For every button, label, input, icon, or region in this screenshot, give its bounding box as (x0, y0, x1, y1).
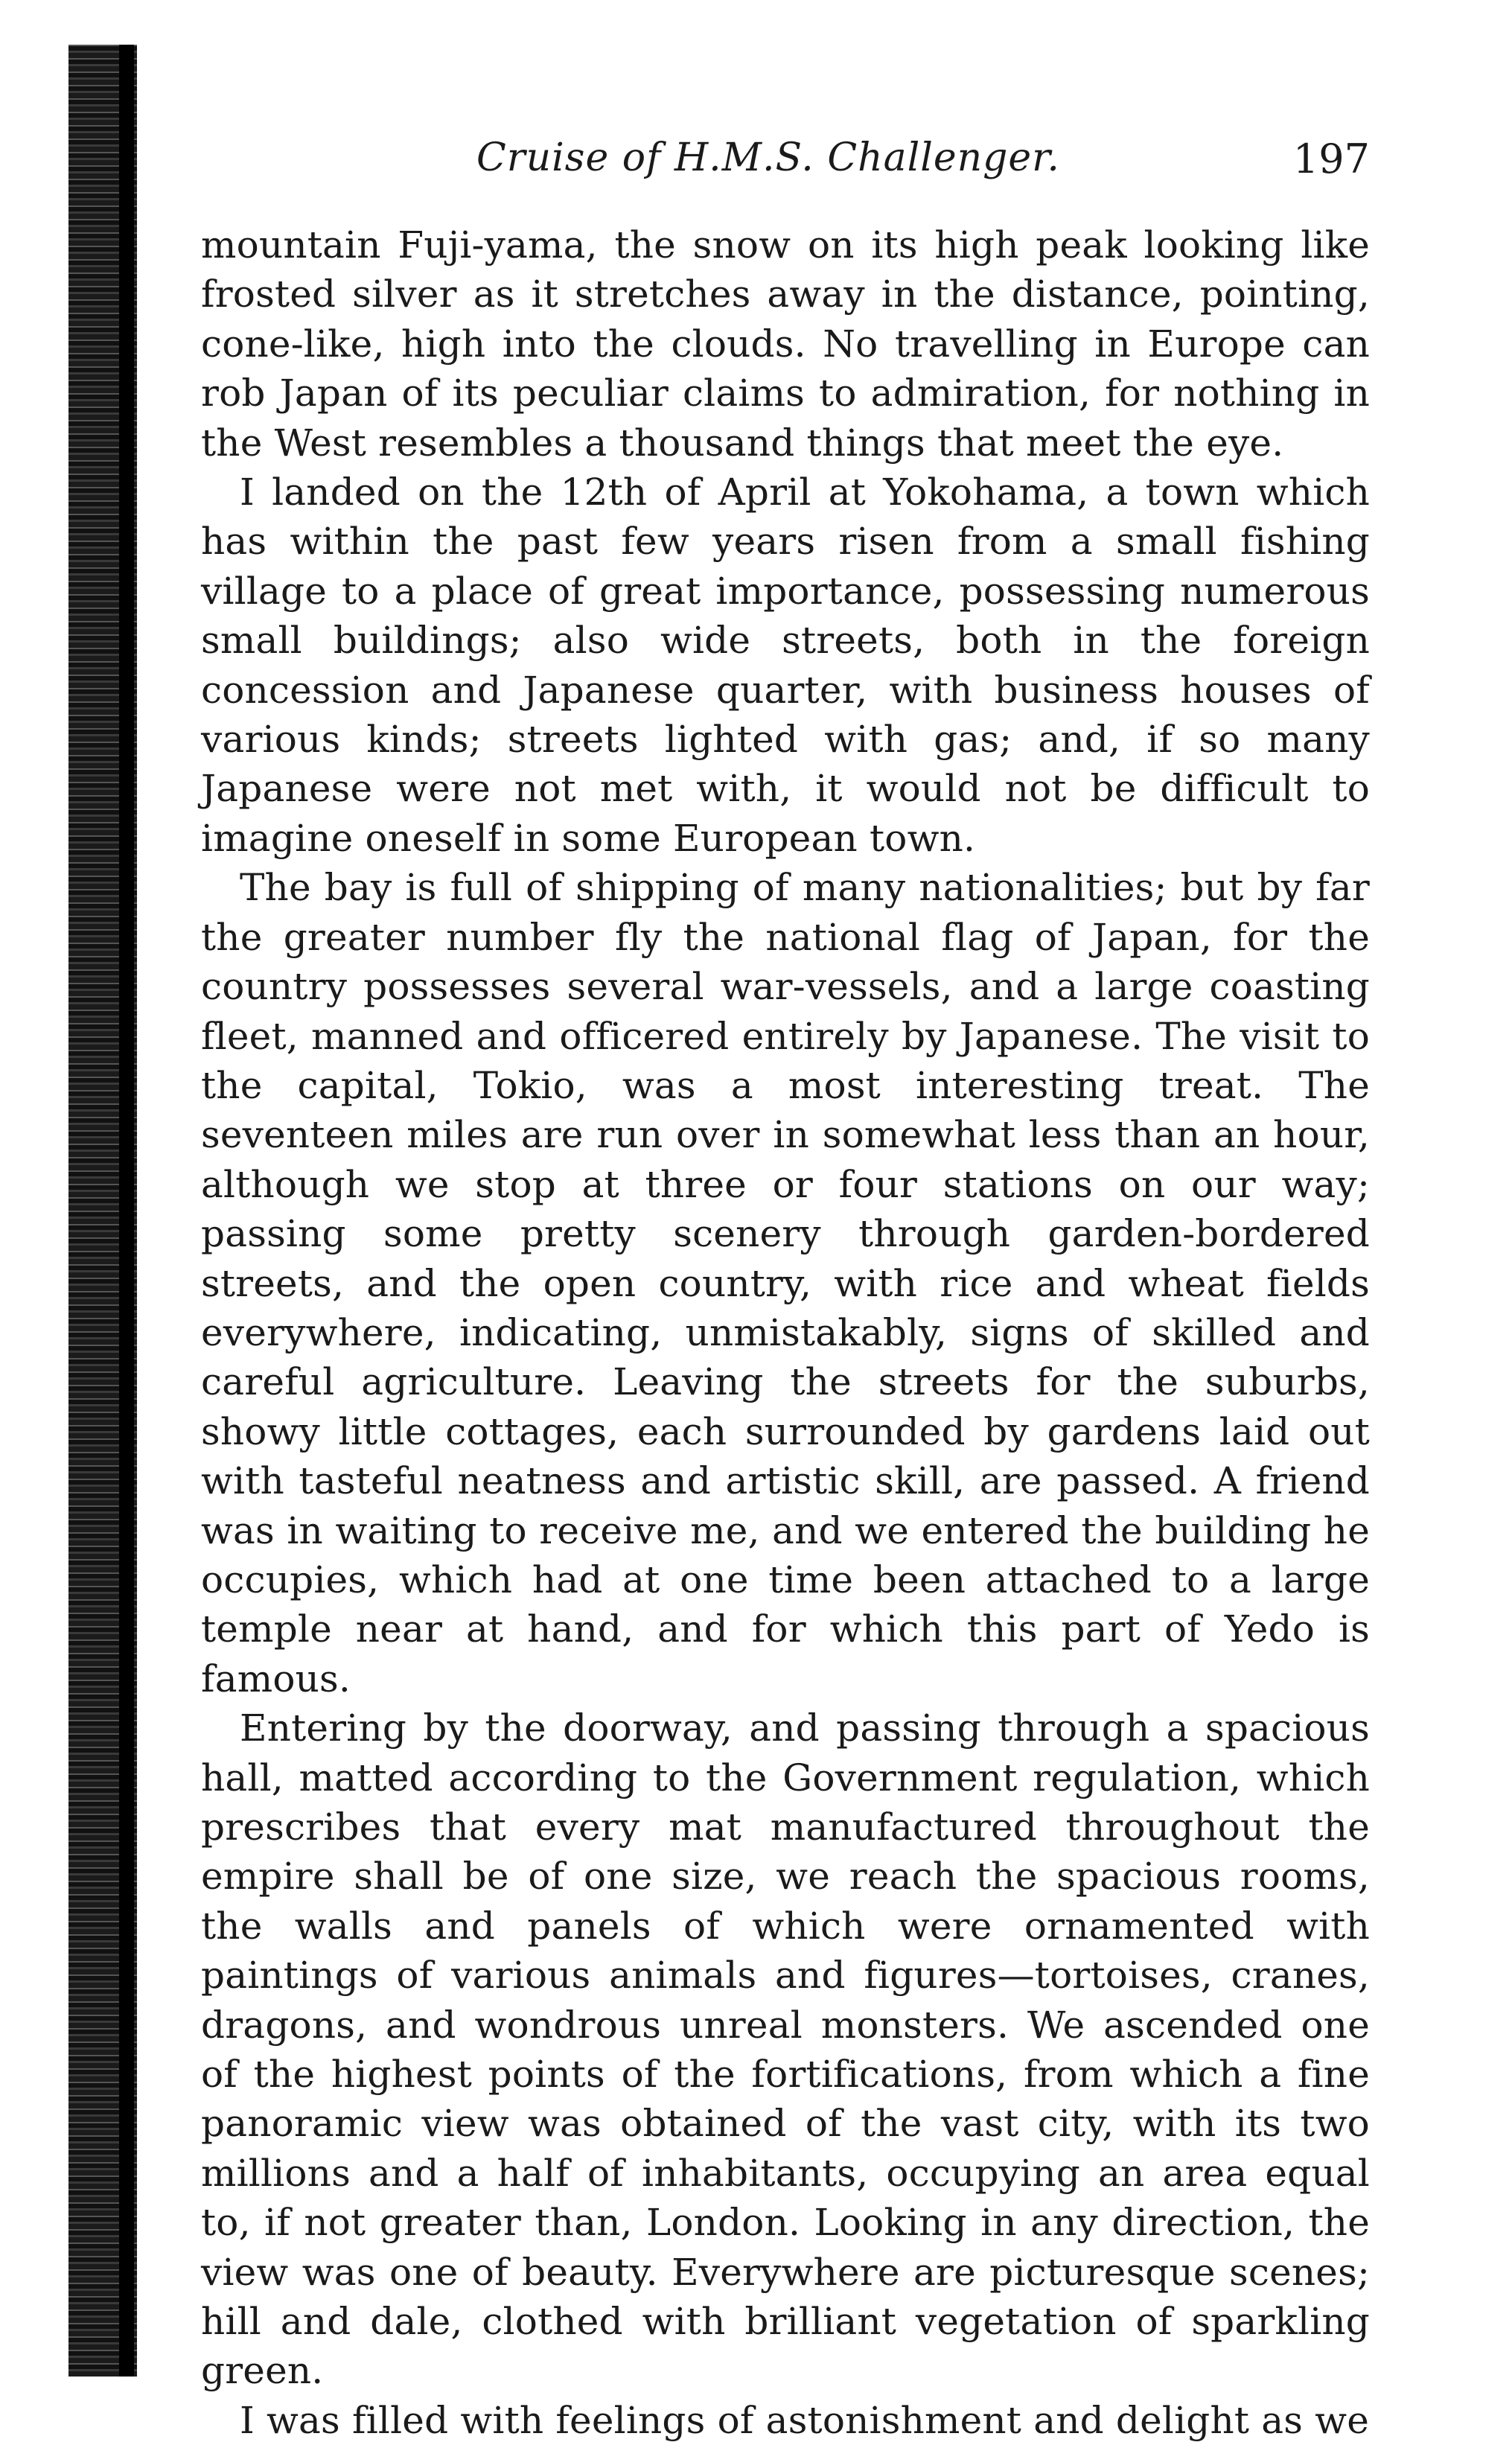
page-number: 197 (1292, 136, 1370, 182)
paragraph-entering: Entering by the doorway, and passing through a spacious hall, matted according to the Government regulation, which prescribes that every mat manufactured throughout the empire shall be of one size, we reach the spacious rooms, the walls and panels of which were ornamented with paintings of various animals and figures—tortoises, cranes, dragons, and wondrous unreal monsters. We ascended one of the highest points of the fortifications, from which a fine panoramic view was obtained of the vast city, with its two millions and a half of inhabitants, occupying an area equal to, if not greater than, London. Looking in any direction, the view was one of beauty. Everywhere are picturesque scenes; hill and dale, clothed with brilliant vegetation of sparkling green. (201, 1706, 1370, 2393)
paragraph-bay-and-tokio: The bay is full of shipping of many nationalities; but by far the greater number fly the national flag of Japan, for the country possesses several war-vessels, and a large coasting fleet, manned and officered entirely by Japanese. The visit to the capital, Tokio, was a most interesting treat. The seventeen miles are run over in somewhat less than an hour, although we stop at three or four stations on our way; passing some pretty scenery through garden-bordered streets, and the open country, with rice and wheat fields everywhere, indicating, unmistakably, signs of skilled and careful agriculture. Leaving the streets for the suburbs, showy little cottages, each surrounded by gardens laid out with tasteful neatness and artistic skill, are passed. A friend was in waiting to receive me, and we entered the building he occupies, which had at one time been attached to a large temple near at hand, and for which this part of Yedo is famous. (201, 866, 1370, 1700)
book-page (201, 0, 1377, 2442)
book-gutter-shadow (119, 45, 134, 2377)
paragraph-continued: mountain Fuji-yama, the snow on its high peak looking like frosted silver as it stretches away in the distance, pointing, cone-like, high into the clouds. No travelling in Europe can rob Japan of its peculiar claims to admiration, for nothing in the West resembles a thousand things that meet the eye. (201, 223, 1370, 465)
running-title: Cruise of H.M.S. Challenger. (476, 136, 1060, 180)
running-head (201, 136, 1370, 188)
paragraph-astonishment: I was filled with feelings of astonishment and delight as we (240, 2398, 1370, 2442)
body-text (201, 220, 1370, 2445)
paragraph-yokohama: I landed on the 12th of April at Yokohama, a town which has within the past few years risen from a small fishing village to a place of great importance, possessing numerous small buildings; also wide streets, both in the foreign concession and Japanese quarter, with business houses of various kinds; streets lighted with gas; and, if so many Japanese were not met with, it would not be difficult to imagine oneself in some European town. (201, 471, 1370, 860)
